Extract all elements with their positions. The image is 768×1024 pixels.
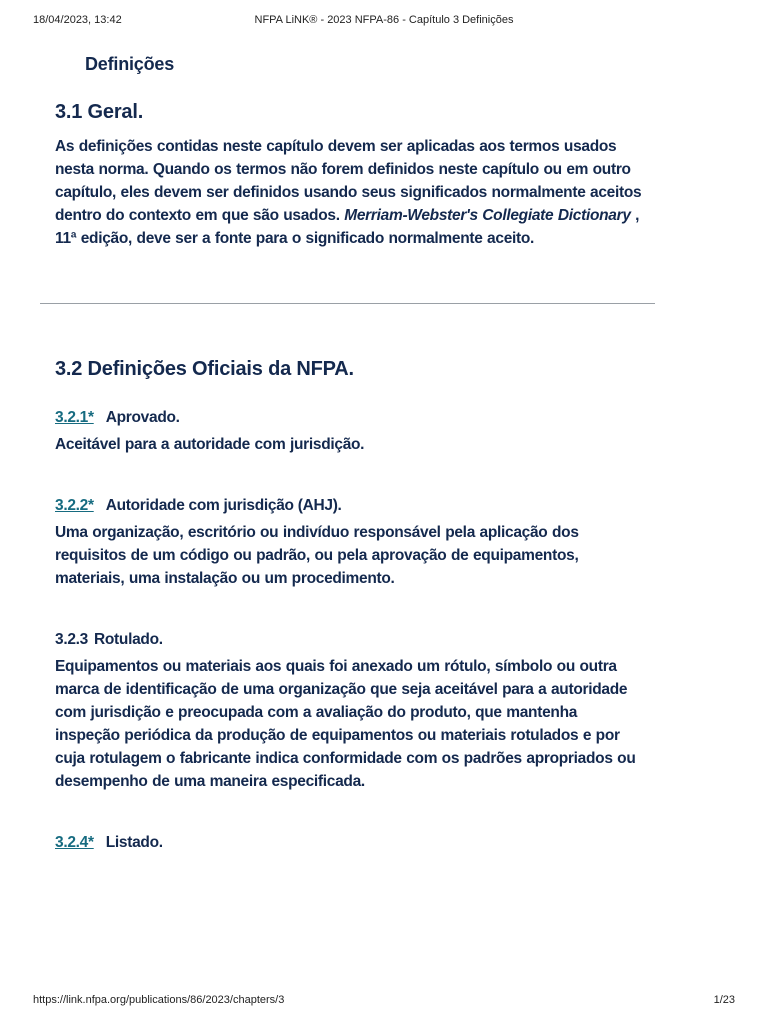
definition-ref-line xyxy=(55,628,645,651)
definition-ref-line xyxy=(55,494,645,517)
print-doc-title: NFPA LiNK® - 2023 NFPA-86 - Capítulo 3 Definições xyxy=(254,14,514,26)
definition-ref-line xyxy=(55,406,645,429)
definition-item-3-2-1 xyxy=(55,406,645,456)
print-header xyxy=(33,14,735,30)
print-datetime: 18/04/2023, 13:42 xyxy=(33,14,122,26)
definition-ref: 3.2.3 xyxy=(55,631,88,648)
definition-term: Aprovado. xyxy=(105,409,180,426)
definition-text: Aceitável para a autoridade com jurisdição. xyxy=(55,436,365,453)
section-link-3-2-1[interactable]: 3.2.1* xyxy=(55,409,94,426)
source-url: https://link.nfpa.org/publications/86/2023/chapters/3 xyxy=(33,994,285,1006)
chapter-title: Definições xyxy=(85,54,175,74)
section-divider xyxy=(40,303,655,304)
dictionary-title-italic: Merriam-Webster's Collegiate Dictionary xyxy=(344,207,631,224)
definition-text: Equipamentos ou materiais aos quais foi anexado um rótulo, símbolo ou outra marca de identificação de uma organização que seja aceitável para a autoridade com jurisdição e preocupada com a avaliação do produto, que mantenha inspeção periódica da produção de equipamentos ou materiais rotulados e por cuja rotulagem o fabricante indica conformidade com os padrões apropriados ou desempenho de uma maneira especificada. xyxy=(55,658,636,790)
print-footer xyxy=(33,994,735,1008)
definition-term: Autoridade com jurisdição (AHJ). xyxy=(105,497,342,514)
paragraph-text-part2: , 11ª edição, deve ser a fonte para o significado normalmente aceito. xyxy=(55,207,640,247)
definition-item-3-2-4 xyxy=(55,831,645,854)
document-content xyxy=(55,54,645,854)
section-3-1-heading: 3.1 Geral. xyxy=(55,101,144,123)
definition-term: Rotulado. xyxy=(93,631,163,648)
section-3-2-heading: 3.2 Definições Oficiais da NFPA. xyxy=(55,358,354,380)
section-3-1-paragraph xyxy=(55,135,645,250)
section-link-3-2-2[interactable]: 3.2.2* xyxy=(55,497,94,514)
section-link-3-2-4[interactable]: 3.2.4* xyxy=(55,834,94,851)
paragraph-text-part1: As definições contidas neste capítulo devem ser aplicadas aos termos usados nesta norma. Quando os termos não forem definidos neste capítulo ou em outro capítulo, eles devem ser definidos usando seus significados normalmente aceitos dentro do contexto em que são usados. xyxy=(55,138,642,224)
definition-text: Uma organização, escritório ou indivíduo responsável pela aplicação dos requisitos de um código ou padrão, ou pela aprovação de equipamentos, materiais, uma instalação ou um procedimento. xyxy=(55,524,579,587)
page-indicator: 1/23 xyxy=(713,994,735,1006)
definition-ref-line xyxy=(55,831,645,854)
definition-item-3-2-3 xyxy=(55,628,645,793)
definition-item-3-2-2 xyxy=(55,494,645,590)
definition-term: Listado. xyxy=(105,834,163,851)
